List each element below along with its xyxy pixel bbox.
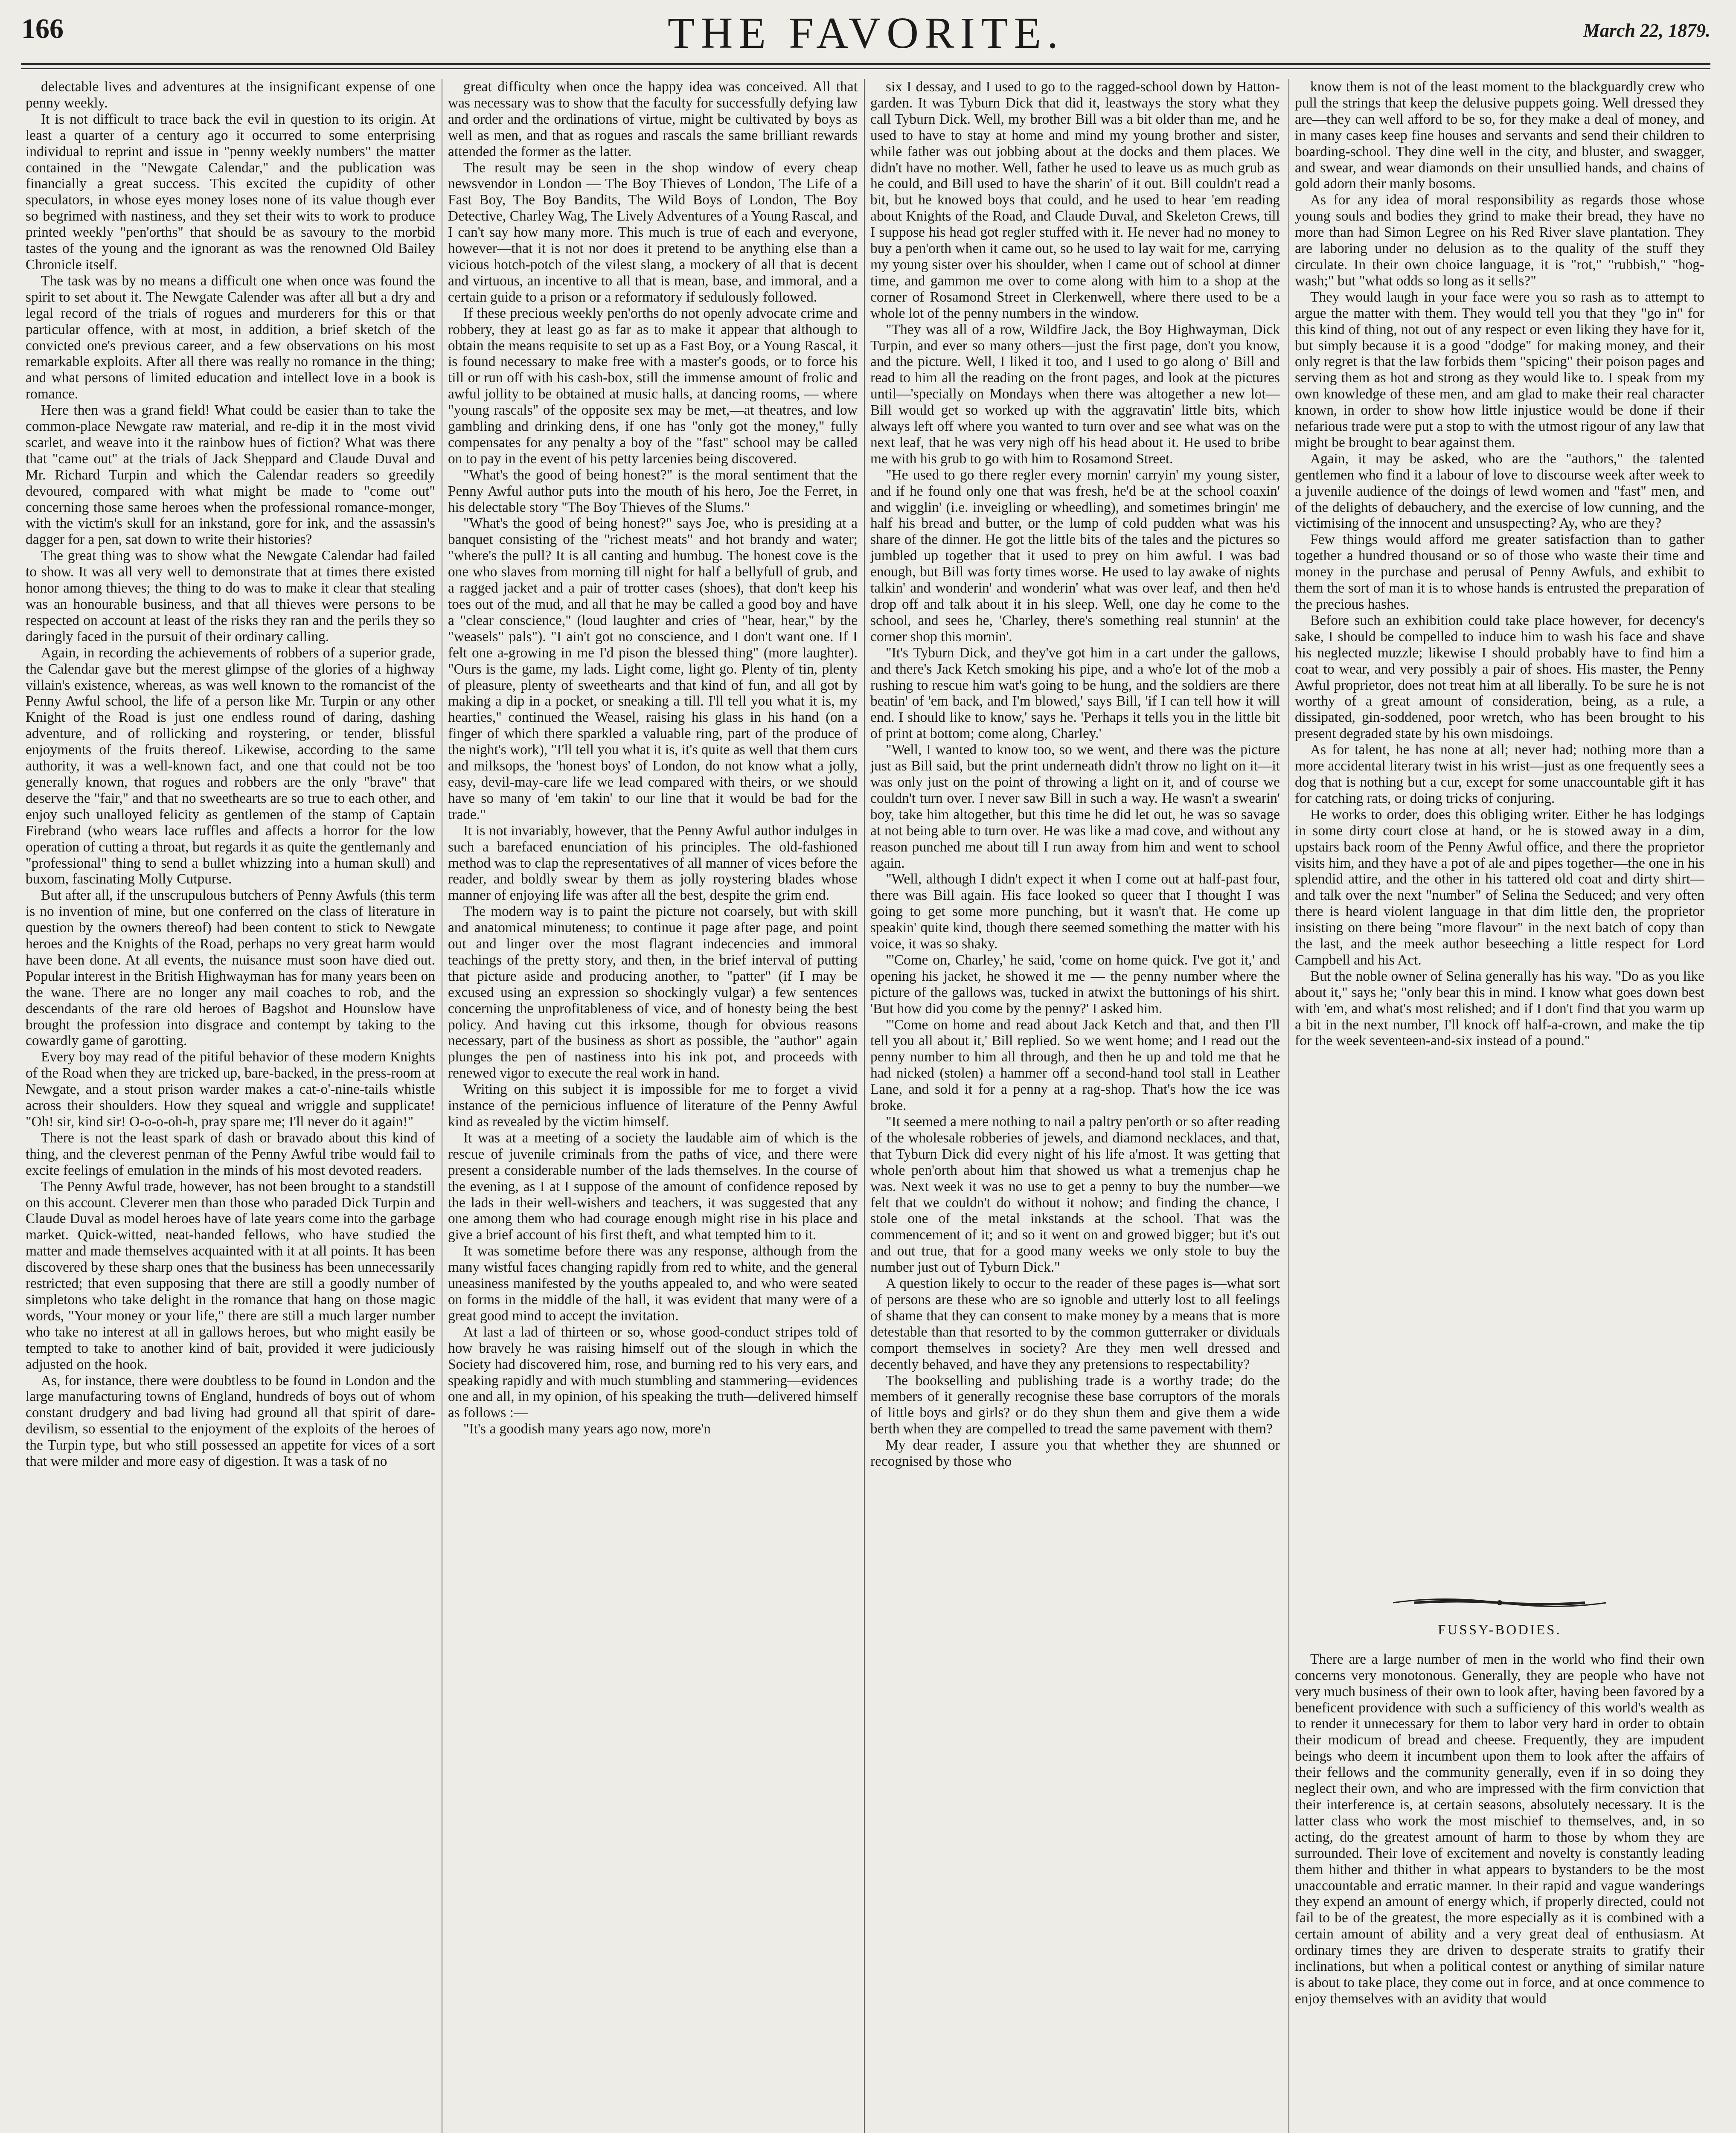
paragraph: great difficulty when once the happy idea was conceived. All that was necessary was to show that the faculty for successfully defying law and order and the ordinations of virtue, might be cultivated by boys as well as men, and that as rogues and rascals the same brilliant rewards attended the former as the latter. — [448, 79, 858, 160]
paragraph: "What's the good of being honest?" is the moral sentiment that the Penny Awful author puts into the mouth of his hero, Joe the Ferret, in his delectable story "The Boy Thieves of the Slums." — [448, 467, 858, 515]
column-3 — [870, 79, 1280, 2133]
paragraph: The great thing was to show what the Newgate Calendar had failed to show. It was all very well to demonstrate that at times there existed honor among thieves; the thing to do was to make it clear that stealing was an honourable business, and that all thieves were persons to be respected on account at least of the risks they ran and the perils they so daringly faced in the pursuit of their ordinary calling. — [26, 548, 435, 645]
paragraph: It was sometime before there was any response, although from the many wistful faces changing rapidly from red to white, and the general uneasiness manifested by the youths appealed to, and who were seated on forms in the middle of the hall, it was evident that many were of a great good mind to accept the invitation. — [448, 1243, 858, 1324]
paragraph: Every boy may read of the pitiful behavior of these modern Knights of the Road when they are tricked up, bare-backed, in the press-room at Newgate, and a stout prison warder makes a cat-o'-nine-tails whistle across their shoulders. How they squeal and wriggle and supplicate! "Oh! sir, kind sir! O-o-o-oh-h, pray spare me; I'll never do it again!" — [26, 1049, 435, 1130]
header-rule — [21, 63, 1710, 65]
section-ornament — [1295, 1595, 1704, 1614]
paragraph: "It's a goodish many years ago now, more'n — [463, 1421, 711, 1437]
paragraph: Before such an exhibition could take place however, for decency's sake, I should be compelled to induce him to wash his face and shave his neglected muzzle; likewise I should probably have to find him a coat to wear, and very possibly a pair of shoes. His master, the Penny Awful proprietor, does not treat him at all liberally. To be sure he is not worthy of a great amount of consideration, being, as a rule, a dissipated, gin-soddened, poor wretch, who has been brought to his present degraded state by his own misdoings. — [1295, 612, 1704, 742]
paragraph: "Well, I wanted to know too, so we went, and there was the picture just as Bill said, but the print underneath didn't throw no light on it—it was only just on the point of throwing a light on it, and of course we couldn't turn over. I never saw Bill in such a way. He wasn't a swearin' boy, take him altogether, but this time he did let out, he was so savage at not being able to turn over. He was like a mad cove, and without any reason punched me about till I run away from him and went to school again. — [870, 742, 1280, 871]
paragraph: "It seemed a mere nothing to nail a paltry pen'orth or so after reading of the wholesale robberies of jewels, and diamond necklaces, and that, that Tyburn Dick did every night of his life a'most. It was getting that whole pen'orth about him that showed us what a tremenjus chap he was. Next week it was no use to get a penny to buy the number—we felt that we couldn't do without it nohow; and finding the chance, I stole one of the metal inkstands at the school. That was the commencement of it; and so it went on and growed bigger; but it's out and out true, that for a good many weeks we only stole to buy the number just out of Tyburn Dick." — [870, 1114, 1280, 1276]
issue-date: March 22, 1879. — [1583, 20, 1710, 41]
paragraph: There are a large number of men in the world who find their own concerns very monotonous. Generally, they are people who have not very much business of their own to look after, having been favored by a beneficent providence with such a sufficiency of this world's wealth as to render it unnecessary for them to labor very hard in order to obtain their modicum of bread and cheese. Frequently, they are impudent beings who deem it incumbent upon them to look after the affairs of their fellows and the community generally, even if in so doing they neglect their own, and who are impressed with the firm conviction that their interference is, at certain seasons, absolutely necessary. It is the latter class who work the most mischief to themselves, and, in so acting, do the greatest amount of harm to those by whom they are surrounded. Their love of excitement and novelty is constantly leading them hither and thither in what appears to bystanders to be the most unaccountable and erratic manner. In their rapid and vague wanderings they expend an amount of energy which, if properly directed, could not fail to be of the greatest, the more especially as it is combined with a certain amount of ability and a very great deal of enthusiasm. At ordinary times they are driven to desperate straits to gratify their inclinations, but when a political contest or anything of similar nature is about to take place, they come out in force, and at once commence to enjoy themselves with an avidity that would — [1295, 1651, 1704, 2007]
paragraph: The task was by no means a difficult one when once was found the spirit to set about it. The Newgate Calender was after all but a dry and legal record of the trials of rogues and murderers for this or that particular offence, with at most, in addition, a brief sketch of the convicted one's previous career, and a few observations on his most remarkable exploits. After all there was really no romance in the thing; and what persons of limited education and intellect love in a book is romance. — [26, 273, 435, 402]
article-columns — [26, 79, 1711, 2133]
paragraph: There is not the least spark of dash or bravado about this kind of thing, and the cleverest penman of the Penny Awful tribe would fail to excite feelings of emulation in the minds of his most devoted readers. — [26, 1130, 435, 1178]
paragraph: A question likely to occur to the reader of these pages is—what sort of persons are these who are so ignoble and utterly lost to all feelings of shame that they can consent to make money by a means that is more detestable than that resorted to by the common gutterraker or dividuals comport themselves in society? Are they men well dressed and decently behaved, and have they any pretensions to respectability? — [870, 1276, 1280, 1372]
header-rule-thin — [21, 68, 1710, 69]
column-4-article — [1295, 79, 1704, 1578]
paragraph: know them is not of the least moment to the blackguardly crew who pull the strings that keep the delusive puppets going. Well dressed they are—they can well afford to be so, for they make a deal of money, and in many cases keep fine houses and servants and send their children to boarding-school. They dine well in the city, and bluster, and swagger, and swear, and wear diamonds on their unsullied hands, and chains of gold adorn their manly bosoms. — [1295, 79, 1704, 192]
column-2 — [448, 79, 858, 2133]
paragraph: "What's the good of being honest?" says Joe, who is presiding at a banquet consisting of the "richest meats" and hot brandy and water; "where's the pull? It is all canting and humbug. The honest cove is the one who slaves from morning till night for half a bellyfull of grub, and a ragged jacket and a pair of trotter cases (shoes), that don't keep his toes out of the mud, and all that he may be called a good boy and have a "clear conscience," (loud laughter and cries of "hear, hear," by the "weasels" pals"). "I ain't got no conscience, and I don't want one. If I felt one a-growing in me I'd pison the blessed thing" (more laughter). "Ours is the game, my lads. Light come, light go. Plenty of tin, plenty of pleasure, plenty of sweethearts and that kind of fun, and all got by making a dip in a pocket, or sneaking a till. I'll tell you what it is, my hearties," continued the Weasel, raising his glass in his hand (on a finger of which there sparkled a valuable ring, part of the produce of the night's work), "I'll tell you what it is, it's quite as well that them curs and milksops, the 'honest boys' of London, do not know what a jolly, easy, devil-may-care life we lead compared with theirs, or we should have so many of 'em takin' to our line that it would be bad for the trade." — [448, 515, 858, 822]
paragraph: "They was all of a row, Wildfire Jack, the Boy Highwayman, Dick Turpin, and ever so many others—just the first page, don't you know, and the picture. Well, I liked it too, and I used to go along o' Bill and read to him all the reading on the front pages, and look at the pictures until—'specially on Mondays when there was altogether a new lot—Bill would get so worked up with the aggravatin' little bits, which always left off where you wanted to turn over and see what was on the next leaf, that he was very nigh off his head about it. He used to bribe me with his grub to go with him to Rosamond Street. — [870, 321, 1280, 467]
paragraph: They would laugh in your face were you so rash as to attempt to argue the matter with them. They would tell you that they "go in" for this kind of thing, not out of any respect or even liking they have for it, but simply because it is a good "dodge" for making money, and their only regret is that the law forbids them "spicing" their poison pages and serving them as hot and strong as they would like to. I speak from my own knowledge of these men, and am glad to make their real character known, in order to show how little injustice would be done if their nefarious trade were put a stop to with the utmost rigour of any law that might be brought to bear against them. — [1295, 289, 1704, 450]
page-number: 166 — [21, 13, 64, 44]
paragraph: The result may be seen in the shop window of every cheap newsvendor in London — The Boy Thieves of London, The Life of a Fast Boy, The Boy Bandits, The Wild Boys of London, The Boy Detective, Charley Wag, The Lively Adventures of a Young Rascal, and I can't say how many more. This much is true of each and everyone, however—that it is not nor does it pretend to be anything else than a vicious hotch-potch of the vilest slang, a mockery of all that is decent and virtuous, an incentive to all that is mean, base, and immoral, and a certain guide to a prison or a reformatory if sedulously followed. — [448, 160, 858, 305]
paragraph: If these precious weekly pen'orths do not openly advocate crime and robbery, they at least go as far as to make it appear that although to obtain the means requisite to set up as a Fast Boy, or a Young Rascal, it is found necessary to make free with a master's goods, or to force his till or run off with his cash-box, still the immense amount of frolic and awful jollity to be obtained at music halls, at dancing rooms, — where "young rascals" of the opposite sex may be met,—at theatres, and low gambling and drinking dens, if one has "only got the money," fully compensates for any penalty a boy of the "fast" school may be called on to pay in the event of his petty larcenies being discovered. — [448, 305, 858, 467]
paragraph: But the noble owner of Selina generally has his way. "Do as you like about it," says he; "only bear this in mind. I know what goes down best with 'em, and what's most relished; and if I don't find that you warm up a bit in the next number, I'll knock off half-a-crown, and make the tip for the week seventeen-and-six instead of a pound." — [1295, 968, 1704, 1049]
paragraph: "Well, although I didn't expect it when I come out at half-past four, there was Bill again. His face looked so queer that I thought I was going to get some more punching, but it wasn't that. He come up speakin' quite kind, though there seemed something the matter with his voice, it was so shaky. — [870, 871, 1280, 952]
paragraph: The bookselling and publishing trade is a worthy trade; do the members of it generally recognise these base corruptors of the morals of little boys and girls? or do they shun them and give them a wide berth when they are compelled to tread the same pavement with them? — [870, 1372, 1280, 1437]
masthead-title: THE FAVORITE. — [667, 9, 1064, 58]
paragraph: The Penny Awful trade, however, has not been brought to a standstill on this account. Cleverer men than those who paraded Dick Turpin and Claude Duval as model heroes have of late years come into the garbage market. Quick-witted, neat-handed fellows, who have studied the matter and made themselves acquainted with it at all points. It has been discovered by these sharp ones that the business has been unnecessarily restricted; that even supposing that there are still a goodly number of simpletons who take delight in the romance that hang on those magic words, "Your money or your life," there are still a much larger number who take no interest at all in gallows heroes, but who might easily be tempted to take to another kind of bait, provided it were judiciously adjusted on the hook. — [26, 1178, 435, 1372]
paragraph: As for any idea of moral responsibility as regards those whose young souls and bodies they grind to make their bread, they have no more than had Simon Legree on his Red River slave plantation. They are laboring under no delusion as to the quality of the stuff they circulate. In their own choice language, it is "rot," "rubbish," "hog-wash;" but "what odds so long as it sells?" — [1295, 192, 1704, 289]
paragraph: The modern way is to paint the picture not coarsely, but with skill and anatomical minuteness; to continue it page after page, and point out and linger over the most flagrant indecencies and immoral teachings of the pretty story, and then, in the brief interval of putting that picture aside and producing another, to "patter" (if I may be excused using an expression so shockingly vulgar) a few sentences concerning the unprofitableness of vice, and of honesty being the best policy. And having cut this irksome, though for obvious reasons necessary, part of the business as short as possible, the "author" again plunges the pen of nastiness into his ink pot, and proceeds with renewed vigor to execute the real work in hand. — [448, 904, 858, 1081]
paragraph: He works to order, does this obliging writer. Either he has lodgings in some dirty court close at hand, or he is stowed away in a dim, upstairs back room of the Penny Awful office, and there the proprietor visits him, and they have a pot of ale and pipes together—the one in his splendid attire, and the other in his tattered old coat and dirty shirt—and talk over the next "number" of Selina the Seduced; and very often there is heard violent language in that dim little den, the proprietor insisting on there being "more flavour" in the next batch of copy than the last, and the meek author beseeching a little respect for Lord Campbell and his Act. — [1295, 806, 1704, 968]
paragraph: delectable lives and adventures at the insignificant expense of one penny weekly. — [26, 79, 435, 111]
paragraph: Again, it may be asked, who are the "authors," the talented gentlemen who find it a labour of love to discourse week after week to a juvenile audience of the doings of lewd women and "fast" men, and of the delights of debauchery, and the exercise of low cunning, and the victimising of the innocent and unsuspecting? Ay, who are they? — [1295, 450, 1704, 532]
paragraph: It is not invariably, however, that the Penny Awful author indulges in such a barefaced enunciation of his principles. The old-fashioned method was to clap the representatives of all manner of vices before the reader, and boldly swear by them as jolly roystering blades whose manner of enjoying life was after all the best, despite the grim end. — [448, 822, 858, 904]
column-1 — [26, 79, 435, 2133]
paragraph: "It's Tyburn Dick, and they've got him in a cart under the gallows, and there's Jack Ketch smoking his pipe, and a who'e lot of the mob a rushing to rescue him wat's going to be hung, and the soldiers are there beatin' of 'em back, and I'm blowed,' says Bill, 'if I can tell how it will end. I should like to know,' says he. 'Perhaps it tells you in the little bit of print at bottom; come along, Charley.' — [870, 645, 1280, 742]
paragraph: "'Come on home and read about Jack Ketch and that, and then I'll tell you all about it,' Bill replied. So we went home; and I read out the penny number to him all through, and then he up and told me that he had nicked (stolen) a hammer off a second-hand tool stall in Leather Lane, and sold it for a penny at a rag-shop. That's how the ice was broke. — [870, 1017, 1280, 1114]
page-header — [21, 8, 1710, 72]
paragraph: It was at a meeting of a society the laudable aim of which is the rescue of juvenile criminals from the paths of vice, and there were present a considerable number of the lads themselves. In the course of the evening, as I at I suppose of the amount of confidence reposed by the lads in their well-wishers and teachers, it was suggested that any one among them who had courage enough might rise in his place and give a brief account of his first theft, and what tempted him to it. — [448, 1130, 858, 1243]
paragraph: six I dessay, and I used to go to the ragged-school down by Hatton-garden. It was Tyburn Dick that did it, leastways the story what they call Tyburn Dick. Well, my brother Bill was a bit older than me, and he used to have to stay at home and mind my young brother and sister, while father was out jobbing about at the docks and them places. We didn't have no mother. Well, father he used to leave us as much grub as he could, and Bill used to have the sharin' of it out. Bill couldn't read a bit, but he knowed boys that could, and he used to hear 'em reading about Knights of the Road, and Claude Duval, and Skeleton Crews, till I suppose his head got regler stuffed with it. He never had no money to buy a pen'orth when it came out, so he used to lay wait for me, carrying my young sister over his shoulder, when I came out of school at dinner time, and gammon me over to come along with him to a shop at the corner of Rosamond Street in Clerkenwell, where there used to be a whole lot of the penny numbers in the window. — [870, 79, 1280, 321]
paragraph: As, for instance, there were doubtless to be found in London and the large manufacturing towns of England, hundreds of boys out of whom constant drudgery and bad living had ground all that spirit of dare-devilism, so essential to the enjoyment of the exploits of the heroes of the Turpin type, but who still possessed an appetite for vices of a sort that were milder and more easy of digestion. It was a task of no — [26, 1372, 435, 1470]
paragraph: At last a lad of thirteen or so, whose good-conduct stripes told of how bravely he was raising himself out of the slough in which the Society had discovered him, rose, and burning red to his very ears, and speaking rapidly and with much stumbling and stammering—evidences one and all, in my opinion, of his speaking the truth—delivered himself as follows :— — [448, 1324, 858, 1421]
column-rule-3 — [1288, 79, 1289, 2133]
paragraph: Here then was a grand field! What could be easier than to take the common-place Newgate raw material, and re-dip it in the most vivid scarlet, and weave into it the rainbow hues of fiction? What was there that "came out" at the trials of Jack Sheppard and Claude Duval and Mr. Richard Turpin and which the Calendar readers so greedily devoured, compared with what might be made to "come out" concerning those same heroes when the professional romance-monger, with the victim's skull for an inkstand, gore for ink, and the assassin's dagger for a pen, sat down to write their histories? — [26, 402, 435, 548]
paragraph: But after all, if the unscrupulous butchers of Penny Awfuls (this term is no invention of mine, but one conferred on the class of literature in question by the owners thereof) had been content to stick to Newgate heroes and the Knights of the Road, perhaps no very great harm would have been done. At all events, the nuisance must soon have died out. Popular interest in the British Highwayman has for many years been on the wane. There are no longer any mail coaches to rob, and the descendants of the rare old heroes of Bagshot and Hounslow have brought the profession into disgrace and contempt by taking to the cowardly game of garotting. — [26, 887, 435, 1049]
paragraph: Few things would afford me greater satisfaction than to gather together a hundred thousand or so of those who waste their time and money in the purchase and perusal of Penny Awfuls, and exhibit to them the sort of man it is to whose hands is entrusted the preparation of the precious hashes. — [1295, 532, 1704, 612]
column-4-fussy-bodies — [1295, 1651, 1704, 2007]
column-rule-2 — [864, 79, 865, 2133]
paragraph: "'Come on, Charley,' he said, 'come on home quick. I've got it,' and opening his jacket, he showed it me — the penny number where the picture of the gallows was, tucked in atwixt the buttonings of his shirt. 'But how did you come by the penny?' I asked him. — [870, 952, 1280, 1017]
paragraph: My dear reader, I assure you that whether they are shunned or recognised by those who — [870, 1437, 1280, 1470]
section-title: FUSSY-BODIES. — [1438, 1622, 1562, 1638]
paragraph: As for talent, he has none at all; never had; nothing more than a more accidental literary twist in his wrist—just as one frequently sees a dog that is nothing but a cur, except for some unaccountable gift it has for catching rats, or doing tricks of conjuring. — [1295, 742, 1704, 806]
paragraph: Again, in recording the achievements of robbers of a superior grade, the Calendar gave but the merest glimpse of the glories of a highway villain's existence, whereas, as was well known to the romancist of the Penny Awful school, the life of a person like Mr. Turpin or any other Knight of the Road is just one endless round of daring, dashing adventure, and of rollicking and roystering, or tender, blissful enjoyments of the fruits thereof. Likewise, according to the same authority, it was a well-known fact, and one that could not be too generally known, that rogues and robbers are the only "brave" that deserve the "fair," and that no sweethearts are so true to each other, and enjoy such unalloyed felicity as gentlemen of the stamp of Captain Firebrand (who wears lace ruffles and affects a horror for the low operation of cutting a throat, but regards it as quite the gentlemanly and "professional" thing to send a bullet whizzing into a human skull) and buxom, fascinating Molly Cutpurse. — [26, 645, 435, 887]
column-4 — [1295, 79, 1704, 2133]
paragraph: Writing on this subject it is impossible for me to forget a vivid instance of the pernicious influence of literature of the Penny Awful kind as revealed by the victim himself. — [448, 1081, 858, 1130]
paragraph: "He used to go there regler every mornin' carryin' my young sister, and if he found only one that was fresh, he'd be at the school coaxin' and wigglin' (i.e. inveigling or wheedling), and sometimes bringin' me half his bread and butter, or the lump of cold pudden what was his share of the dinner. He got the little bits of the tales and the pictures so jumbled up together that it used to prey on him awful. I was bad enough, but Bill was forty times worse. He used to lay awake of nights talkin' and wonderin' and wonderin' what was over leaf, and then he'd drop off and talk about it in his sleep. Well, one day he come to the school, and sees he, 'Charley, there's something real stunnin' at the corner shop this mornin'. — [870, 467, 1280, 645]
paragraph: It is not difficult to trace back the evil in question to its origin. At least a quarter of a century ago it occurred to some enterprising individual to reprint and issue in "penny weekly numbers" the matter contained in the "Newgate Calendar," and the publication was financially a great success. This excited the cupidity of other speculators, in whose eyes money loses none of its value though ever so begrimed with nastiness, and they set their wits to work to produce printed weekly "pen'orths" that should be as savoury to the morbid tastes of the young and the ignorant as was the renowned Old Bailey Chronicle itself. — [26, 111, 435, 273]
